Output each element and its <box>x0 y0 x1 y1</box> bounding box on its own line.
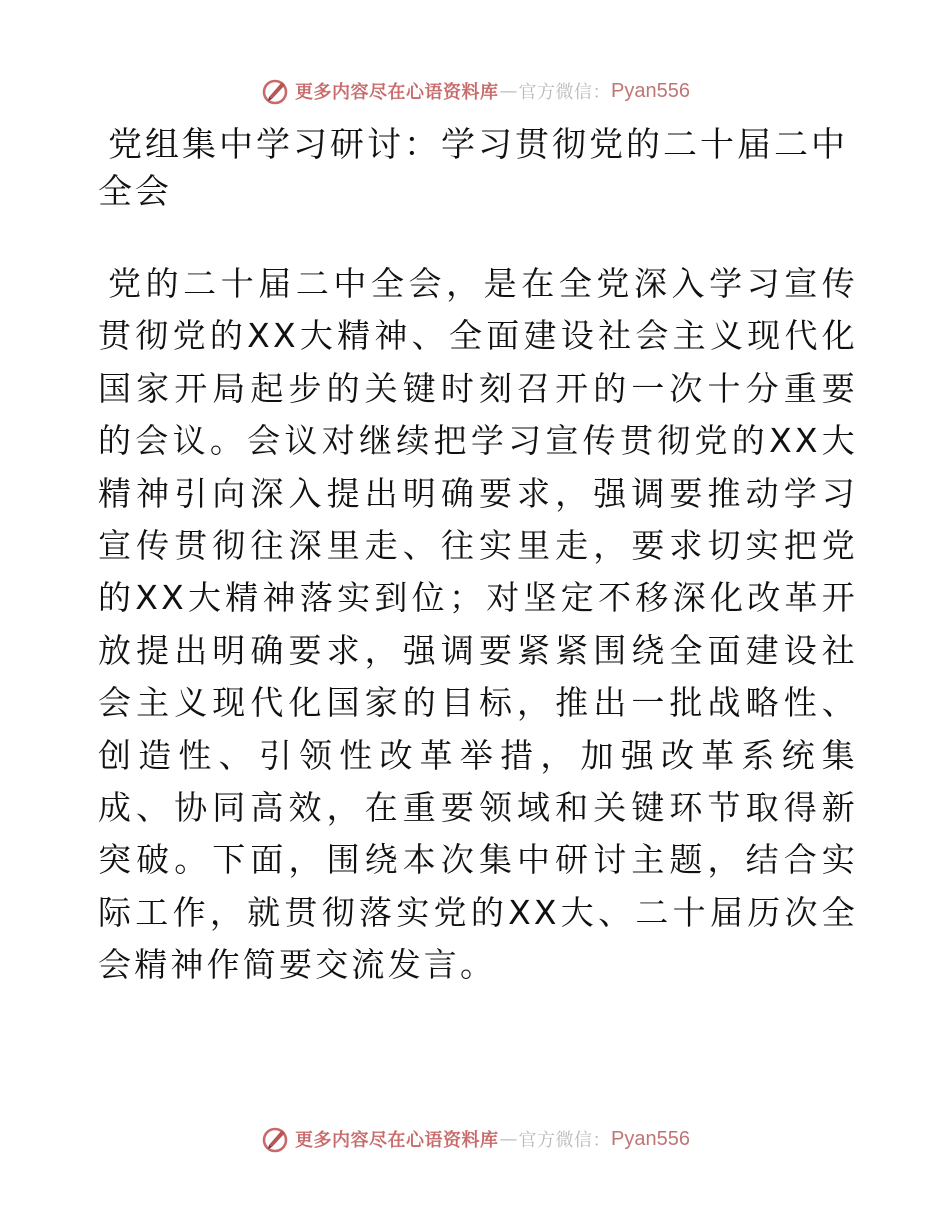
footer-banner <box>0 1122 950 1156</box>
footer-contact-label: 官方微信： <box>518 1130 612 1151</box>
footer-banner-separator: — <box>499 1128 518 1150</box>
footer-banner-text: 更多内容尽在心语资料库 <box>295 1130 499 1151</box>
pen-in-circle-logo-icon <box>260 1124 290 1154</box>
footer-contact-id: Pyan556 <box>611 1127 690 1150</box>
body-paragraph: 党的二十届二中全会，是在全党深入学习宣传贯彻党的XX大精神、全面建设社会主义现代化国家开局起步的关键时刻召开的一次十分重要的会议。会议对继续把学习宣传贯彻党的XX大精神引向深入提出明确要求，强调要推动学习宣传贯彻往深里走、往实里走，要求切实把党的XX大精神落实到位；对坚定不移深化改革开放提出明确要求，强调要紧紧围绕全面建设社会主义现代化国家的目标，推出一批战略性、创造性、引领性改革举措，加强改革系统集成、协同高效，在重要领域和关键环节取得新突破。下面，围绕本次集中研讨主题，结合实际工作，就贯彻落实党的XX大、二十届历次全会精神作简要交流发言。 <box>98 264 858 985</box>
pen-in-circle-logo-icon <box>260 76 290 106</box>
header-banner-text: 更多内容尽在心语资料库 <box>295 82 499 103</box>
document-title: 党组集中学习研讨：学习贯彻党的二十届二中全会 <box>98 125 848 212</box>
header-contact-label: 官方微信： <box>518 82 612 103</box>
header-banner-separator: — <box>499 80 518 102</box>
header-contact-id: Pyan556 <box>611 79 690 102</box>
header-banner <box>0 74 950 108</box>
